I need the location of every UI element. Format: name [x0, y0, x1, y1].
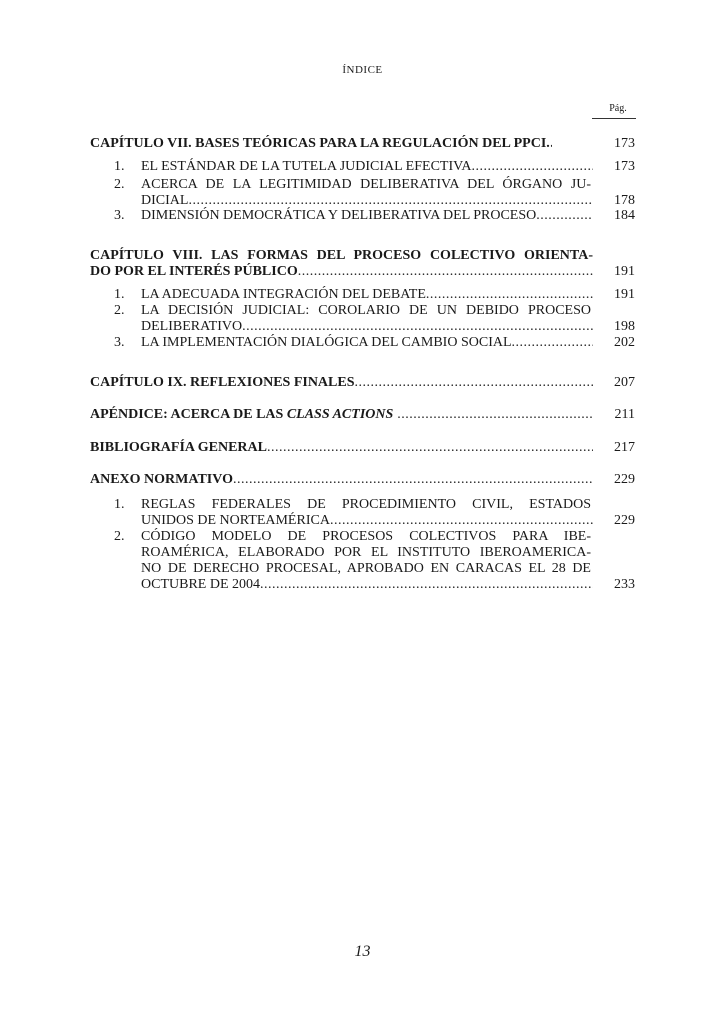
- toc-entry-title-line: LA DECISIÓN JUDICIAL: COROLARIO DE UN DEBIDO PROCESO: [141, 303, 591, 318]
- toc-entry-title-line: CÓDIGO MODELO DE PROCESOS COLECTIVOS PARA IBE-: [141, 529, 591, 544]
- leader-dots: [397, 406, 593, 424]
- toc-item-number: 1.: [114, 497, 125, 512]
- toc-entry-chapter-8-line1: CAPÍTULO VIII. LAS FORMAS DEL PROCESO COLECTIVO ORIENTA-: [90, 248, 593, 263]
- toc-page-number: 229: [614, 513, 635, 528]
- toc-page-number: 191: [614, 287, 635, 302]
- toc-entry-title-line: REGLAS FEDERALES DE PROCEDIMIENTO CIVIL, ESTADOS: [141, 497, 591, 512]
- toc-page-number: 198: [614, 319, 635, 334]
- toc-entry-title: LA ADECUADA INTEGRACIÓN DEL DEBATE: [141, 287, 426, 302]
- leader-dots: [233, 471, 593, 489]
- toc-page-number: 217: [614, 440, 635, 455]
- leader-dots: [267, 439, 593, 457]
- toc-item-number: 1.: [114, 287, 125, 302]
- toc-entry-chapter-7: [90, 135, 635, 153]
- toc-item-number: 3.: [114, 335, 125, 350]
- toc-entry-title: UNIDOS DE NORTEAMÉRICA: [141, 513, 330, 528]
- toc-entry-appendix: [90, 406, 635, 424]
- toc-entry-title-line: NO DE DERECHO PROCESAL, APROBADO EN CARACAS EL 28 DE: [141, 561, 591, 576]
- toc-page-number: 207: [614, 375, 635, 390]
- toc-page-number: 178: [614, 193, 635, 208]
- leader-dots: [355, 374, 594, 392]
- toc-entry-chapter-9: [90, 374, 635, 392]
- toc-entry-title: DELIBERATIVO: [141, 319, 243, 334]
- toc-entry-title: ANEXO NORMATIVO: [90, 472, 233, 487]
- toc-entry-annex-2-cont: [90, 576, 635, 594]
- toc-item-number: 2.: [114, 529, 125, 544]
- toc-entry-title: CAPÍTULO IX. REFLEXIONES FINALES: [90, 375, 355, 390]
- toc-entry-title-line: ACERCA DE LA LEGITIMIDAD DELIBERATIVA DEL ÓRGANO JU-: [141, 177, 591, 192]
- toc-entry-title: CAPÍTULO VII. BASES TEÓRICAS PARA LA REGULACIÓN DEL PPCI: [90, 136, 547, 151]
- toc-entry-title-line: ROAMÉRICA, ELABORADO POR EL INSTITUTO IBEROAMERICA-: [141, 545, 591, 560]
- toc-entry-title: LA IMPLEMENTACIÓN DIALÓGICA DEL CAMBIO SOCIAL: [141, 335, 512, 350]
- toc-item-number: 1.: [114, 159, 125, 174]
- toc-entry-title: EL ESTÁNDAR DE LA TUTELA JUDICIAL EFECTIVA: [141, 159, 472, 174]
- toc-entry-chapter-8: [90, 263, 635, 281]
- toc-entry-title: DO POR EL INTERÉS PÚBLICO: [90, 264, 298, 279]
- toc-page-number: 233: [614, 577, 635, 592]
- toc-entry-title: DICIAL: [141, 193, 189, 208]
- toc-page-number: 211: [614, 407, 635, 422]
- leader-dots: [260, 576, 593, 594]
- toc-page-number: 191: [614, 264, 635, 279]
- toc-page-number: 173: [614, 159, 635, 174]
- toc-page-number: 173: [614, 136, 635, 151]
- toc-entry-title: OCTUBRE DE 2004: [141, 577, 260, 592]
- toc-entry-title: BIBLIOGRAFÍA GENERAL: [90, 440, 267, 455]
- running-header: ÍNDICE: [342, 64, 383, 76]
- toc-item-number: 3.: [114, 208, 125, 223]
- toc-item-number: 2.: [114, 303, 125, 318]
- toc-item-number: 2.: [114, 177, 125, 192]
- toc-page-number: 202: [614, 335, 635, 350]
- leader-dots: [298, 263, 593, 281]
- leader-dots: [512, 334, 593, 352]
- toc-entry-7-1: [90, 158, 635, 176]
- toc-entry-bibliography: [90, 439, 635, 457]
- leader-dots: [472, 158, 593, 176]
- toc-entry-title: DIMENSIÓN DEMOCRÁTICA Y DELIBERATIVA DEL PROCESO: [141, 208, 537, 223]
- toc-page-number: 184: [614, 208, 635, 223]
- page-column-label: Pág.: [609, 103, 627, 114]
- toc-page-number: 229: [614, 472, 635, 487]
- page-number: 13: [354, 943, 371, 960]
- toc-entry-7-3: [90, 207, 635, 225]
- page-column-rule: [592, 118, 636, 119]
- toc-entry-annex: [90, 471, 635, 489]
- leader-dots: [536, 207, 593, 225]
- toc-entry-title-italic: CLASS ACTIONS: [286, 407, 394, 422]
- toc-entry-title: APÉNDICE: ACERCA DE LAS: [90, 407, 287, 422]
- toc-entry-8-3: [90, 334, 635, 352]
